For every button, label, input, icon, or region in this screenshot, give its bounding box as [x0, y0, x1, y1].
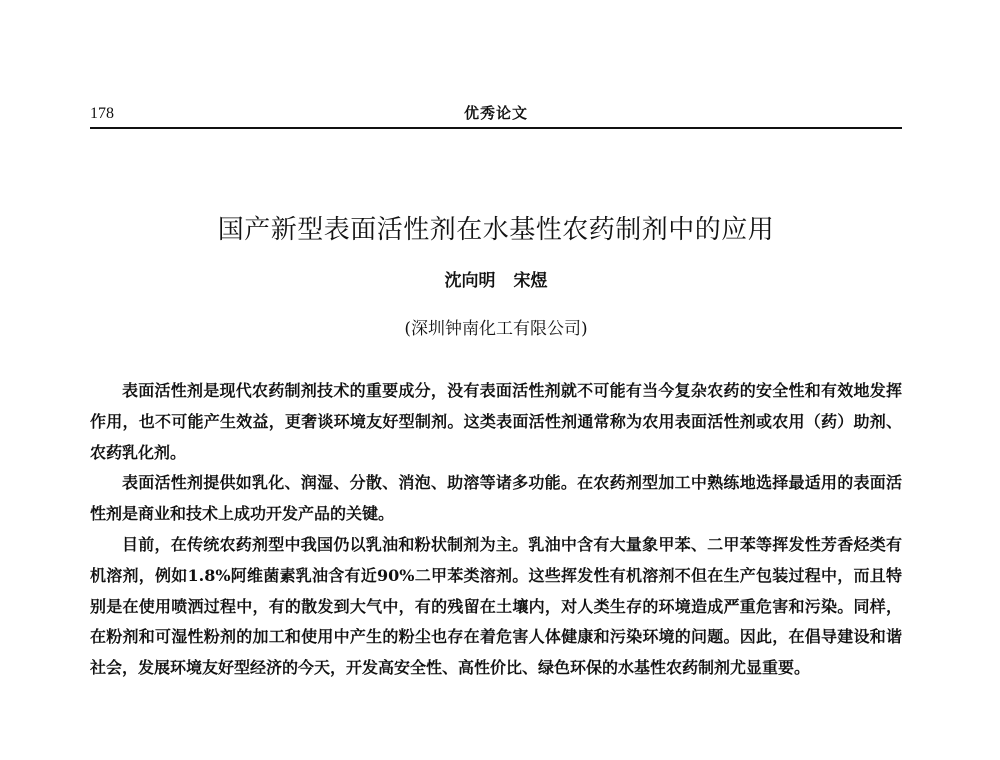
body-paragraph: 目前，在传统农药剂型中我国仍以乳油和粉状制剂为主。乳油中含有大量象甲苯、二甲苯等挥发性芳香烃类有机溶剂，例如1.8%阿维菌素乳油含有近90%二甲苯类溶剂。这些挥发性有机溶剂不但在生产包装过程中，而且特别是在使用喷洒过程中，有的散发到大气中，有的残留在土壤内，对人类生存的环境造成严重危害和污染。同样，在粉剂和可湿性粉剂的加工和使用中产生的粉尘也存在着危害人体健康和污染环境的问题。因此，在倡导建设和谐社会，发展环境友好型经济的今天，开发高安全性、高性价比、绿色环保的水基性农药制剂尤显重要。: [90, 534, 902, 678]
article-body: [90, 376, 902, 684]
body-paragraph: 表面活性剂提供如乳化、润湿、分散、消泡、助溶等诸多功能。在农药剂型加工中熟练地选择最适用的表面活性剂是商业和技术上成功开发产品的关键。: [90, 473, 902, 524]
page-number: 178: [90, 105, 114, 122]
body-paragraph: 表面活性剂是现代农药制剂技术的重要成分，没有表面活性剂就不可能有当今复杂农药的安全性和有效地发挥作用，也不可能产生效益，更奢谈环境友好型制剂。这类表面活性剂通常称为农用表面活性剂或农用（药）助剂、农药乳化剂。: [90, 381, 902, 462]
page-header: [90, 103, 902, 129]
running-head: 优秀论文: [463, 104, 528, 122]
article-affiliation: (深圳钟南化工有限公司): [404, 319, 588, 339]
article-authors: 沈向明 宋煜: [444, 271, 548, 291]
article-title: 国产新型表面活性剂在水基性农药制剂中的应用: [217, 215, 775, 245]
